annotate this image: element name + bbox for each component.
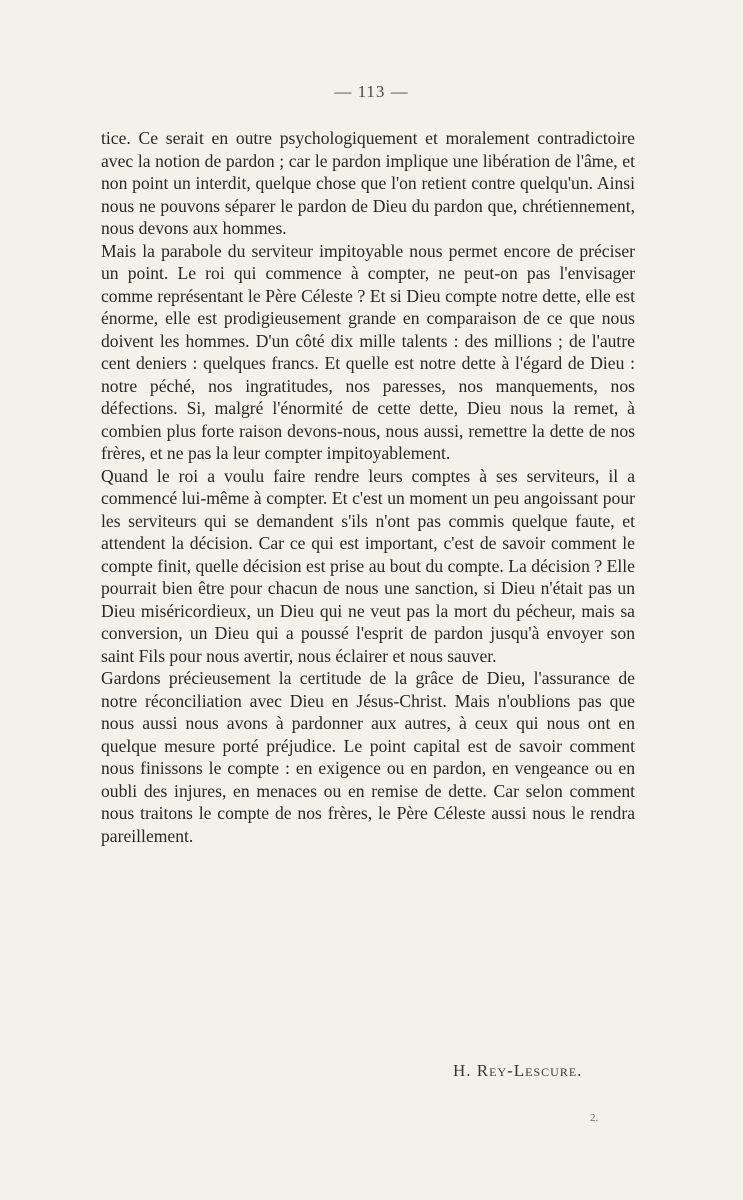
- paragraph-3: Quand le roi a voulu faire rendre leurs comptes à ses serviteurs, il a commencé lui-même à compter. Et c'est un moment un peu angoissant pour les serviteurs qui se demandent s'ils n'ont pas commis quelque faute, et attendent la décision. Car ce qui est important, c'est de savoir comment le compte finit, quelle décision est prise au bout du compte. La décision ? Elle pourrait bien être pour chacun de nous une sanction, si Dieu n'était pas un Dieu miséricordieux, un Dieu qui ne veut pas la mort du pécheur, mais sa conversion, un Dieu qui a poussé l'esprit de pardon jusqu'à envoyer son saint Fils pour nous avertir, nous éclairer et nous sauver.: [101, 465, 635, 666]
- paragraph-1: tice. Ce serait en outre psychologiquement et moralement contradictoire avec la notion de pardon ; car le pardon implique une libération de l'âme, et non point un interdit, quelque chose que l'on retient contre quelqu'un. Ainsi nous ne pouvons séparer le pardon de Dieu du pardon que, chrétiennement, nous devons aux hommes.: [101, 128, 635, 238]
- paragraph-2: Mais la parabole du serviteur impitoyable nous permet encore de préciser un point. Le roi qui commence à compter, ne peut-on pas l'envisager comme représentant le Père Céleste ? Et si Dieu compte notre dette, elle est énorme, elle est prodigieusement grande en comparaison de ce que nous doivent les hommes. D'un côté dix mille talents : des millions ; de l'autre cent deniers : quelques francs. Et quelle est notre dette à l'égard de Dieu : notre péché, nos ingratitudes, nos paresses, nos manquements, nos défections. Si, malgré l'énormité de cette dette, Dieu nous la remet, à combien plus forte raison devons-nous, nous aussi, remettre la dette de nos frères, et ne pas la leur compter impitoyablement.: [101, 240, 635, 463]
- body-text: [101, 127, 635, 847]
- signature-mark: 2.: [590, 1112, 599, 1124]
- author-signature: H. Rey-Lescure.: [453, 1061, 583, 1080]
- page-number: — 113 —: [334, 82, 409, 101]
- paragraph-4: Gardons précieusement la certitude de la grâce de Dieu, l'assurance de notre réconciliation avec Dieu en Jésus-Christ. Mais n'oublions pas que nous aussi nous avons à pardonner aux autres, à ceux qui nous ont en quelque mesure porté préjudice. Le point capital est de savoir comment nous finissons le compte : en exigence ou en pardon, en vengeance ou en oubli des injures, en menaces ou en remise de dette. Car selon comment nous traitons le compte de nos frères, le Père Céleste aussi nous le rendra pareillement.: [101, 668, 635, 846]
